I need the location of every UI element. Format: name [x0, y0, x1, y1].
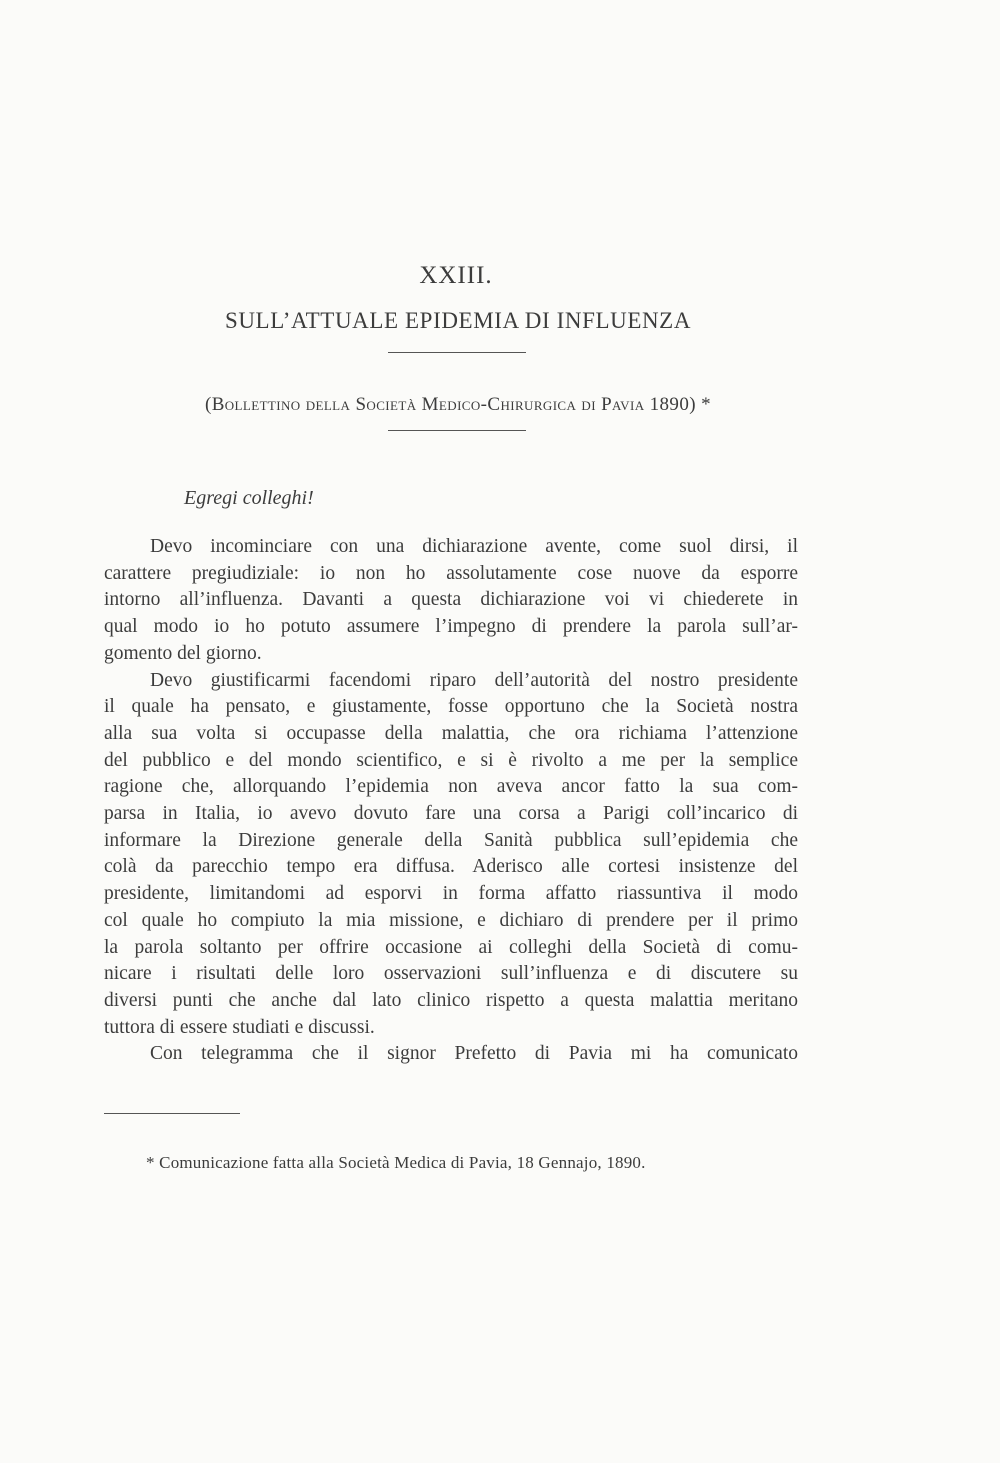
source-citation: (Bollettino della Società Medico-Chirurgica di Pavia 1890) *: [204, 394, 712, 415]
title-divider: [388, 352, 526, 353]
source-divider: [388, 430, 526, 431]
text-line: colà da parecchio tempo era diffusa. Aderisco alle cortesi insistenze del: [104, 856, 798, 878]
text-line: tuttora di essere studiati e discussi.: [104, 1016, 375, 1038]
chapter-number: XXIII.: [419, 262, 493, 289]
body-text: [104, 534, 798, 1068]
text-line: la parola soltanto per offrire occasione ai colleghi della Società di comu-: [104, 936, 798, 958]
text-line: il quale ha pensato, e giustamente, fosse opportuno che la Società nostra: [104, 696, 798, 718]
footnote: * Comunicazione fatta alla Società Medica di Pavia, 18 Gennajo, 1890.: [146, 1153, 646, 1172]
text-line: presidente, limitandomi ad esporvi in forma affatto riassuntiva il modo: [104, 883, 798, 905]
text-line: alla sua volta si occupasse della malattia, che ora richiama l’attenzione: [104, 722, 798, 744]
text-line: Devo incominciare con una dichiarazione avente, come suol dirsi, il: [150, 536, 798, 557]
text-line: qual modo io ho potuto assumere l’impegno di prendere la parola sull’ar-: [104, 616, 798, 638]
text-line: intorno all’influenza. Davanti a questa dichiarazione voi vi chiederete in: [104, 589, 798, 611]
text-line: gomento del giorno.: [104, 642, 262, 664]
text-line: informare la Direzione generale della Sanità pubblica sull’epidemia che: [104, 829, 798, 851]
salutation: Egregi colleghi!: [184, 487, 314, 509]
text-line: col quale ho compiuto la mia missione, e dichiaro di prendere per il primo: [104, 909, 798, 931]
text-line: Con telegramma che il signor Prefetto di Pavia mi ha comunicato: [150, 1043, 798, 1065]
text-line: ragione che, allorquando l’epidemia non aveva ancor fatto la sua com-: [104, 776, 798, 798]
text-line: diversi punti che anche dal lato clinico rispetto a questa malattia meritano: [104, 989, 798, 1011]
text-line: Devo giustificarmi facendomi riparo dell’autorità del nostro presidente: [150, 669, 798, 691]
text-line: parsa in Italia, io avevo dovuto fare una corsa a Parigi coll’incarico di: [104, 803, 798, 825]
footnote-divider: [104, 1113, 240, 1114]
text-line: nicare i risultati delle loro osservazioni sull’influenza e di discutere su: [104, 963, 798, 985]
text-line: del pubblico e del mondo scientifico, e si è rivolto a me per la semplice: [104, 749, 798, 771]
text-line: carattere pregiudiziale: io non ho assolutamente cose nuove da esporre: [104, 562, 798, 584]
chapter-title: SULL’ATTUALE EPIDEMIA DI INFLUENZA: [224, 308, 692, 333]
